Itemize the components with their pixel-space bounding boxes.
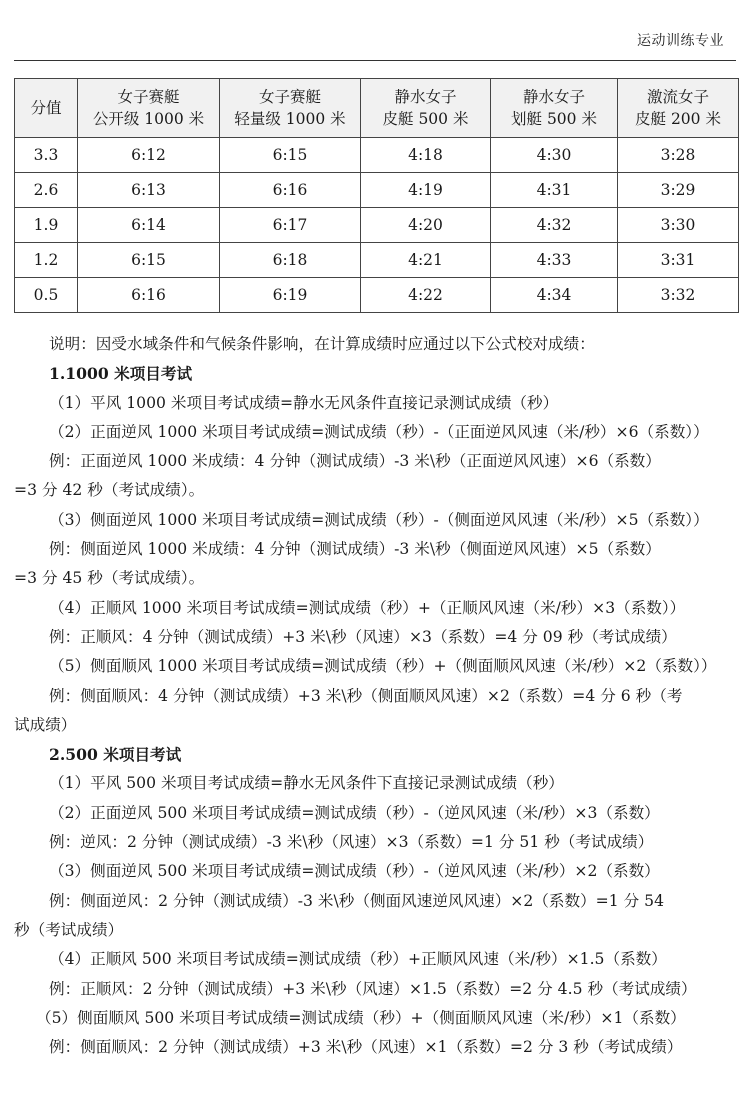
- table-row: [15, 278, 739, 313]
- table-cell: 3.3: [15, 138, 78, 173]
- text-line: （4）正顺风 1000 米项目考试成绩=测试成绩（秒）+（正顺风风速（米/秒）×3（系数））: [49, 598, 686, 617]
- text-line: 例：逆风：2 分钟（测试成绩）-3 米\秒（风速）×3（系数）=1 分 51 秒（考试成绩）: [49, 833, 654, 852]
- table-header-row: [15, 79, 739, 138]
- table-cell: 6:16: [220, 173, 361, 208]
- text-line: （3）侧面逆风 500 米项目考试成绩=测试成绩（秒）-（逆风风速（米/秒）×2（系数）: [49, 862, 660, 881]
- text-line: 例：正面逆风 1000 米成绩：4 分钟（测试成绩）-3 米\秒（正面逆风风速）×6（系数）: [49, 452, 661, 471]
- header-divider: [14, 60, 736, 61]
- text-line: （5）侧面顺风 500 米项目考试成绩=测试成绩（秒）+（侧面顺风风速（米/秒）×1（系数）: [36, 1008, 686, 1027]
- section-heading-1000m: 1.1000 米项目考试: [49, 364, 193, 384]
- text-line: 例：侧面逆风：2 分钟（测试成绩）-3 米\秒（侧面风速逆风风速）×2（系数）=1 分 54: [49, 891, 665, 910]
- table-cell: 6:14: [78, 208, 220, 243]
- table-row: [15, 208, 739, 243]
- table-cell: 6:15: [78, 243, 220, 278]
- section-heading-500m: 2.500 米项目考试: [49, 745, 182, 765]
- table-cell: 3:29: [618, 173, 739, 208]
- col-header-score: 分值: [15, 79, 78, 138]
- table-cell: 4:22: [361, 278, 491, 313]
- text-line: （2）正面逆风 1000 米项目考试成绩=测试成绩（秒）-（正面逆风风速（米/秒）×6（系数））: [49, 422, 709, 441]
- running-header: 运动训练专业: [637, 33, 724, 49]
- table-cell: 3:32: [618, 278, 739, 313]
- table-cell: 4:20: [361, 208, 491, 243]
- table-cell: 1.9: [15, 208, 78, 243]
- text-line: （1）平风 500 米项目考试成绩=静水无风条件下直接记录测试成绩（秒）: [49, 774, 564, 793]
- col-header-slalom: 激流女子 皮艇 200 米: [618, 79, 739, 138]
- table-cell: 4:18: [361, 138, 491, 173]
- text-line: 例：正顺风：2 分钟（测试成绩）+3 米\秒（风速）×1.5（系数）=2 分 4.5 秒（考试成绩）: [49, 979, 697, 998]
- table-cell: 2.6: [15, 173, 78, 208]
- table-cell: 6:16: [78, 278, 220, 313]
- col-header-canoe: 静水女子 划艇 500 米: [491, 79, 618, 138]
- text-line: 秒（考试成绩）: [14, 920, 124, 939]
- table-cell: 3:31: [618, 243, 739, 278]
- text-line: （2）正面逆风 500 米项目考试成绩=测试成绩（秒）-（逆风风速（米/秒）×3（系数）: [49, 803, 660, 822]
- table-row: [15, 243, 739, 278]
- table-cell: 1.2: [15, 243, 78, 278]
- table-cell: 4:32: [491, 208, 618, 243]
- table-cell: 6:13: [78, 173, 220, 208]
- text-line: 例：正顺风：4 分钟（测试成绩）+3 米\秒（风速）×3（系数）=4 分 09 秒（考试成绩）: [49, 627, 677, 646]
- note-intro: 说明：因受水域条件和气候条件影响，在计算成绩时应通过以下公式校对成绩：: [49, 335, 595, 353]
- text-line: 试成绩）: [14, 715, 77, 734]
- text-line: 例：侧面顺风：2 分钟（测试成绩）+3 米\秒（风速）×1（系数）=2 分 3 秒（考试成绩）: [49, 1038, 683, 1057]
- text-line: （1）平风 1000 米项目考试成绩=静水无风条件直接记录测试成绩（秒）: [49, 393, 559, 412]
- table-cell: 4:31: [491, 173, 618, 208]
- text-line: 例：侧面顺风：4 分钟（测试成绩）+3 米\秒（侧面顺风风速）×2（系数）=4 分 6 秒（考: [49, 686, 683, 705]
- table-cell: 4:21: [361, 243, 491, 278]
- text-line: 例：侧面逆风 1000 米成绩：4 分钟（测试成绩）-3 米\秒（侧面逆风风速）×5（系数）: [49, 540, 661, 559]
- table-cell: 4:33: [491, 243, 618, 278]
- table-cell: 3:28: [618, 138, 739, 173]
- text-line: =3 分 45 秒（考试成绩）。: [14, 569, 205, 588]
- text-line: （4）正顺风 500 米项目考试成绩=测试成绩（秒）+正顺风风速（米/秒）×1.5（系数）: [49, 950, 667, 969]
- table-cell: 6:18: [220, 243, 361, 278]
- table-cell: 4:30: [491, 138, 618, 173]
- table-cell: 4:19: [361, 173, 491, 208]
- text-line: （3）侧面逆风 1000 米项目考试成绩=测试成绩（秒）-（侧面逆风风速（米/秒）×5（系数））: [49, 510, 709, 529]
- table-cell: 6:15: [220, 138, 361, 173]
- col-header-kayak: 静水女子 皮艇 500 米: [361, 79, 491, 138]
- col-header-rowing-open: 女子赛艇 公开级 1000 米: [78, 79, 220, 138]
- table-row: [15, 138, 739, 173]
- text-line: （5）侧面顺风 1000 米项目考试成绩=测试成绩（秒）+（侧面顺风风速（米/秒）×2（系数））: [49, 657, 717, 676]
- explanation-body: [14, 330, 736, 1062]
- table-cell: 3:30: [618, 208, 739, 243]
- table-cell: 4:34: [491, 278, 618, 313]
- score-table: [14, 78, 739, 313]
- table-cell: 6:17: [220, 208, 361, 243]
- table-cell: 6:12: [78, 138, 220, 173]
- col-header-rowing-light: 女子赛艇 轻量级 1000 米: [220, 79, 361, 138]
- table-cell: 0.5: [15, 278, 78, 313]
- table-row: [15, 173, 739, 208]
- table-cell: 6:19: [220, 278, 361, 313]
- text-line: =3 分 42 秒（考试成绩）。: [14, 481, 205, 500]
